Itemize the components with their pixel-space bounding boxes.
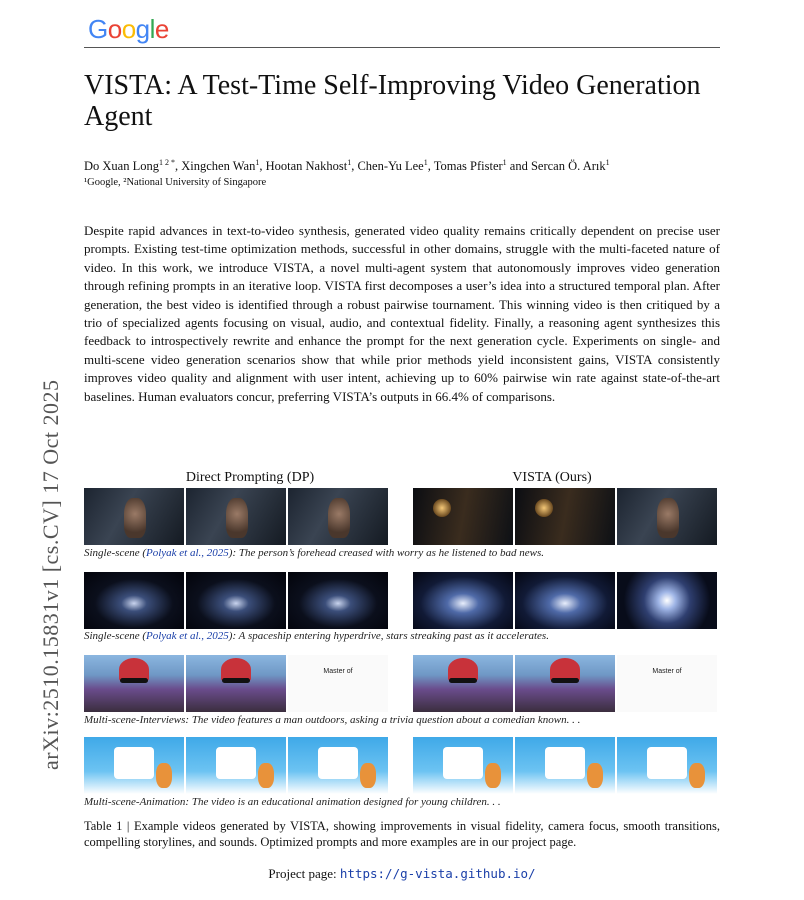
- video-frame: [84, 737, 184, 794]
- video-frame: [515, 737, 615, 794]
- row-caption-3: Multi-scene-Interviews: The video features a man outdoors, asking a trivia question about a comedian known. . .: [84, 714, 581, 726]
- column-header-vista: VISTA (Ours): [512, 470, 592, 485]
- project-page-link[interactable]: https://g-vista.github.io/: [339, 866, 536, 881]
- arxiv-identifier: arXiv:2510.15831v1 [cs.CV] 17 Oct 2025: [38, 379, 63, 770]
- affiliations: ¹Google, ²National University of Singapore: [84, 177, 267, 188]
- author-list: Do Xuan Long$^{1 2 *}$, Xingchen Wan$^1$, Hootan Nakhost$^1$, Chen-Yu Lee$^1$, Tomas Pfister$^1$ and Sercan Ö. Arık$^1$: [84, 158, 610, 174]
- column-header-dp: Direct Prompting (DP): [185, 470, 315, 485]
- abstract: Despite rapid advances in text-to-video synthesis, generated video quality remains critically dependent on precise user prompts. Existing test-time optimization methods, successful in other domains, struggle with the multi-faceted nature of video. In this work, we introduce VISTA, a novel multi-agent system that autonomously improves video generation through refining prompts in an iterative loop. VISTA first decomposes a user’s idea into a structured temporal plan. After generation, the best video is identified through a robust pairwise tournament. This winning video is then critiqued by a trio of specialized agents focusing on visual, audio, and contextual fidelity. Finally, a reasoning agent synthesizes this feedback to introspectively rewrite and enhance the prompt for the next generation cycle. Experiments on single- and multi-scene video generation scenarios show that while prior methods yield inconsistent gains, VISTA consistently improves video quality and alignment with user intent, achieving up to 60% pairwise win rate against state-of-the-art baselines. Human evaluators concur, preferring VISTA’s outputs in 66.4% of comparisons.: [84, 223, 720, 404]
- row-caption-2: Single-scene (Polyak et al., 2025): A spaceship entering hyperdrive, stars streaking past as it accelerates.: [84, 630, 549, 642]
- google-logo: Google: [88, 14, 169, 44]
- row-caption-1: Single-scene (Polyak et al., 2025): The person’s forehead creased with worry as he listened to bad news.: [84, 547, 544, 559]
- citation-link[interactable]: Polyak et al., 2025: [146, 547, 229, 559]
- video-frame: [413, 572, 513, 629]
- video-frame: [288, 572, 388, 629]
- video-frame: [617, 488, 717, 545]
- project-page-line: [0, 866, 804, 882]
- header-rule: [84, 47, 720, 48]
- dp-video-strip-1: [84, 488, 388, 545]
- video-frame: [617, 737, 717, 794]
- video-frame: [413, 488, 513, 545]
- dp-video-strip-4: [84, 737, 388, 794]
- vista-video-strip-1: [413, 488, 717, 545]
- dp-video-strip-2: [84, 572, 388, 629]
- citation-link[interactable]: Polyak et al., 2025: [146, 630, 229, 642]
- video-frame: [515, 488, 615, 545]
- project-page-label: Project page:: [268, 866, 337, 881]
- row-caption-4: Multi-scene-Animation: The video is an educational animation designed for young children. . .: [84, 796, 501, 808]
- table-caption: Table 1 | Example videos generated by VISTA, showing improvements in visual fidelity, camera focus, smooth transitions, compelling storylines, and sounds. Optimized prompts and more examples are in our project page.: [84, 819, 720, 849]
- vista-video-strip-2: [413, 572, 717, 629]
- video-frame: [186, 655, 286, 712]
- video-frame: [515, 572, 615, 629]
- video-frame: [84, 655, 184, 712]
- video-frame: [84, 488, 184, 545]
- video-frame: [515, 655, 615, 712]
- video-frame: [186, 572, 286, 629]
- video-frame: [413, 737, 513, 794]
- vista-video-strip-3: [413, 655, 717, 712]
- dp-video-strip-3: [84, 655, 388, 712]
- video-frame: Master of: [617, 655, 717, 712]
- vista-video-strip-4: [413, 737, 717, 794]
- video-frame: Master of: [288, 655, 388, 712]
- video-frame: [288, 737, 388, 794]
- video-frame: [186, 737, 286, 794]
- video-frame: [413, 655, 513, 712]
- video-frame: [288, 488, 388, 545]
- video-frame: [186, 488, 286, 545]
- video-frame: [84, 572, 184, 629]
- paper-title: VISTA: A Test-Time Self-Improving Video Generation Agent: [84, 70, 701, 132]
- video-frame: [617, 572, 717, 629]
